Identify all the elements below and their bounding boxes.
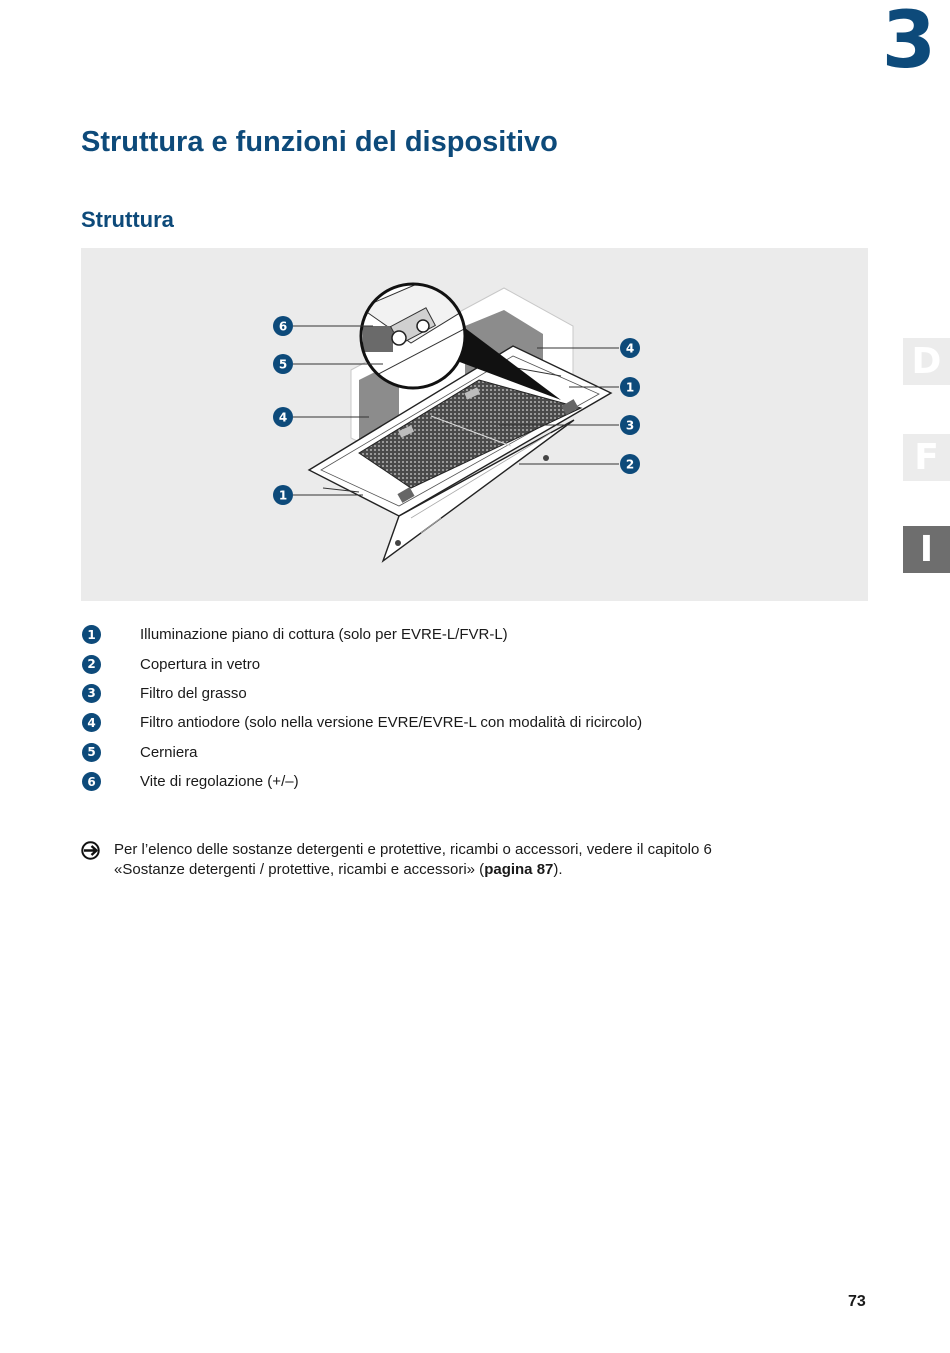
svg-text:1: 1 xyxy=(625,380,635,395)
legend-number: 1 xyxy=(82,625,101,644)
callout-3 xyxy=(620,415,640,435)
legend-number: 6 xyxy=(82,772,101,791)
legend-number: 4 xyxy=(82,713,101,732)
legend-item xyxy=(82,679,247,708)
page-reference-link[interactable]: pagina 87 xyxy=(484,861,554,878)
component-legend xyxy=(82,620,643,796)
language-tab-i[interactable]: I xyxy=(903,526,950,573)
legend-item xyxy=(82,767,299,796)
note-text-body: Per l’elenco delle sostanze detergenti e protettive, ricambi o accessori, vedere il capitolo 6 «Sostanze detergenti / protettive, ricambi e accessori» ( xyxy=(114,841,712,878)
language-tab-d[interactable]: D xyxy=(903,338,950,385)
legend-item xyxy=(82,620,508,649)
legend-number: 3 xyxy=(82,684,101,703)
legend-item xyxy=(82,738,198,767)
legend-text: Filtro del grasso xyxy=(140,684,247,702)
callout-1-right xyxy=(620,377,640,397)
svg-text:5: 5 xyxy=(278,357,288,372)
chapter-number: 3 xyxy=(881,0,936,86)
page-number: 73 xyxy=(848,1293,866,1310)
section-title: Struttura xyxy=(81,207,174,232)
svg-text:3: 3 xyxy=(625,418,635,433)
hood-drawing xyxy=(81,248,868,601)
legend-text: Illuminazione piano di cottura (solo per EVRE-L/FVR-L) xyxy=(140,626,508,644)
legend-item xyxy=(82,708,643,737)
callout-5 xyxy=(273,354,293,374)
svg-text:1: 1 xyxy=(278,488,288,503)
callout-4-right xyxy=(620,338,640,358)
callout-4-left xyxy=(273,407,293,427)
legend-text: Copertura in vetro xyxy=(140,655,261,673)
svg-text:2: 2 xyxy=(625,457,635,472)
legend-item xyxy=(82,649,261,678)
page-title: Struttura e funzioni del dispositivo xyxy=(81,126,558,158)
svg-text:4: 4 xyxy=(625,341,635,356)
callout-2 xyxy=(620,454,640,474)
legend-text: Vite di regolazione (+/–) xyxy=(140,773,299,791)
svg-text:6: 6 xyxy=(278,319,288,334)
note-text xyxy=(114,840,781,880)
svg-text:4: 4 xyxy=(278,410,288,425)
note-text-end: ). xyxy=(553,861,563,878)
device-illustration xyxy=(81,248,868,601)
legend-number: 5 xyxy=(82,743,101,762)
language-tab-f[interactable]: F xyxy=(903,434,950,481)
legend-text: Cerniera xyxy=(140,743,198,761)
reference-note xyxy=(81,840,781,880)
arrow-right-icon xyxy=(81,841,102,860)
legend-number: 2 xyxy=(82,655,101,674)
callout-1-left xyxy=(273,485,293,505)
callout-6 xyxy=(273,316,293,336)
legend-text: Filtro antiodore (solo nella versione EVRE/EVRE-L con modalità di ricircolo) xyxy=(140,714,643,732)
